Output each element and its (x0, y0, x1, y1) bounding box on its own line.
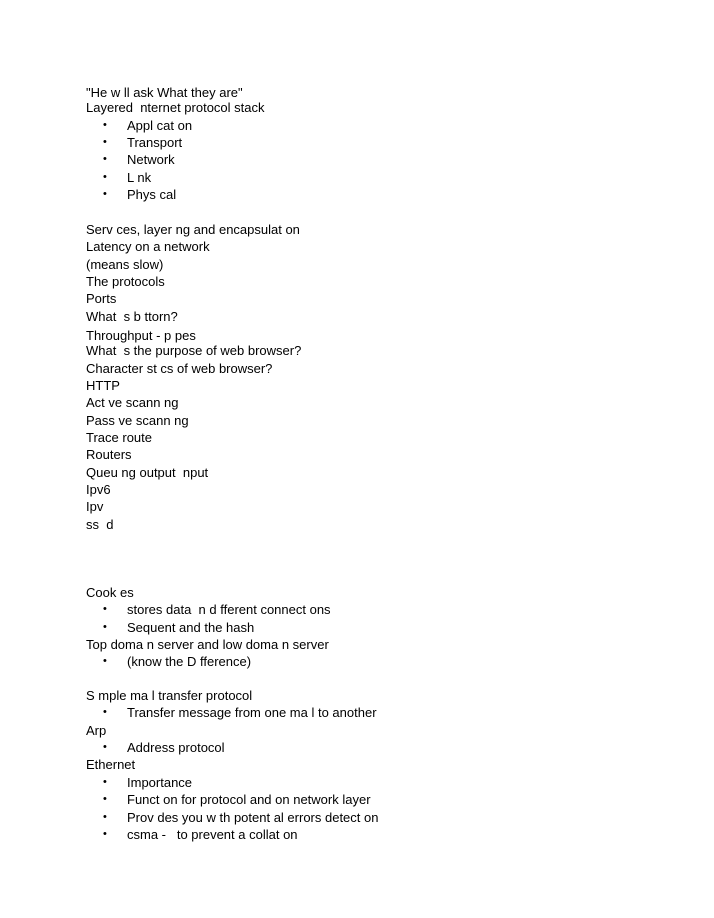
bullet-icon: • (103, 153, 107, 165)
note-line: Throughput - p pes (86, 328, 196, 343)
domain-item: (know the D fference) (127, 654, 252, 669)
cookies-heading: Cook es (86, 585, 134, 600)
note-line: Trace route (86, 430, 152, 445)
arp-item: Address protocol (127, 740, 225, 755)
stack-item: L nk (127, 170, 152, 185)
bullet-icon: • (103, 776, 107, 788)
ethernet-item: Prov des you w th potent al errors detect on (127, 810, 379, 825)
bullet-icon: • (103, 188, 107, 200)
note-line: Ports (86, 291, 117, 306)
note-line: The protocols (86, 274, 165, 289)
bullet-icon: • (103, 655, 107, 667)
note-line: ss d (86, 517, 114, 532)
note-line: Queu ng output nput (86, 465, 209, 480)
bullet-icon: • (103, 793, 107, 805)
ethernet-heading: Ethernet (86, 757, 136, 772)
bullet-icon: • (103, 119, 107, 131)
note-line: Pass ve scann ng (86, 413, 189, 428)
stack-title: Layered nternet protocol stack (86, 100, 265, 115)
note-line: Routers (86, 447, 132, 462)
domain-heading: Top doma n server and low doma n server (86, 637, 329, 652)
bullet-icon: • (103, 603, 107, 615)
note-line: What s b ttorn? (86, 309, 178, 324)
note-line: Serv ces, layer ng and encapsulat on (86, 222, 300, 237)
note-line: HTTP (86, 378, 120, 393)
stack-item: Transport (127, 135, 183, 150)
ethernet-item: Importance (127, 775, 193, 790)
note-line: (means slow) (86, 257, 164, 272)
note-line: Ipv6 (86, 482, 111, 497)
smtp-item: Transfer message from one ma l to another (127, 705, 377, 720)
note-line: Character st cs of web browser? (86, 361, 273, 376)
bullet-icon: • (103, 828, 107, 840)
bullet-icon: • (103, 621, 107, 633)
bullet-icon: • (103, 706, 107, 718)
bullet-icon: • (103, 811, 107, 823)
note-line: Act ve scann ng (86, 395, 179, 410)
smtp-heading: S mple ma l transfer protocol (86, 688, 253, 703)
ethernet-item: csma - to prevent a collat on (127, 827, 298, 842)
cookies-item: Sequent and the hash (127, 620, 255, 635)
stack-item: Phys cal (127, 187, 177, 202)
note-line: Latency on a network (86, 239, 210, 254)
note-line: Ipv (86, 499, 104, 514)
bullet-icon: • (103, 741, 107, 753)
stack-item: Network (127, 152, 175, 167)
cookies-item: stores data n d fferent connect ons (127, 602, 331, 617)
stack-item: Appl cat on (127, 118, 193, 133)
arp-heading: Arp (86, 723, 107, 738)
ethernet-item: Funct on for protocol and on network layer (127, 792, 371, 807)
note-line: What s the purpose of web browser? (86, 343, 302, 358)
bullet-icon: • (103, 136, 107, 148)
bullet-icon: • (103, 171, 107, 183)
quote-line: "He w ll ask What they are" (86, 85, 243, 100)
